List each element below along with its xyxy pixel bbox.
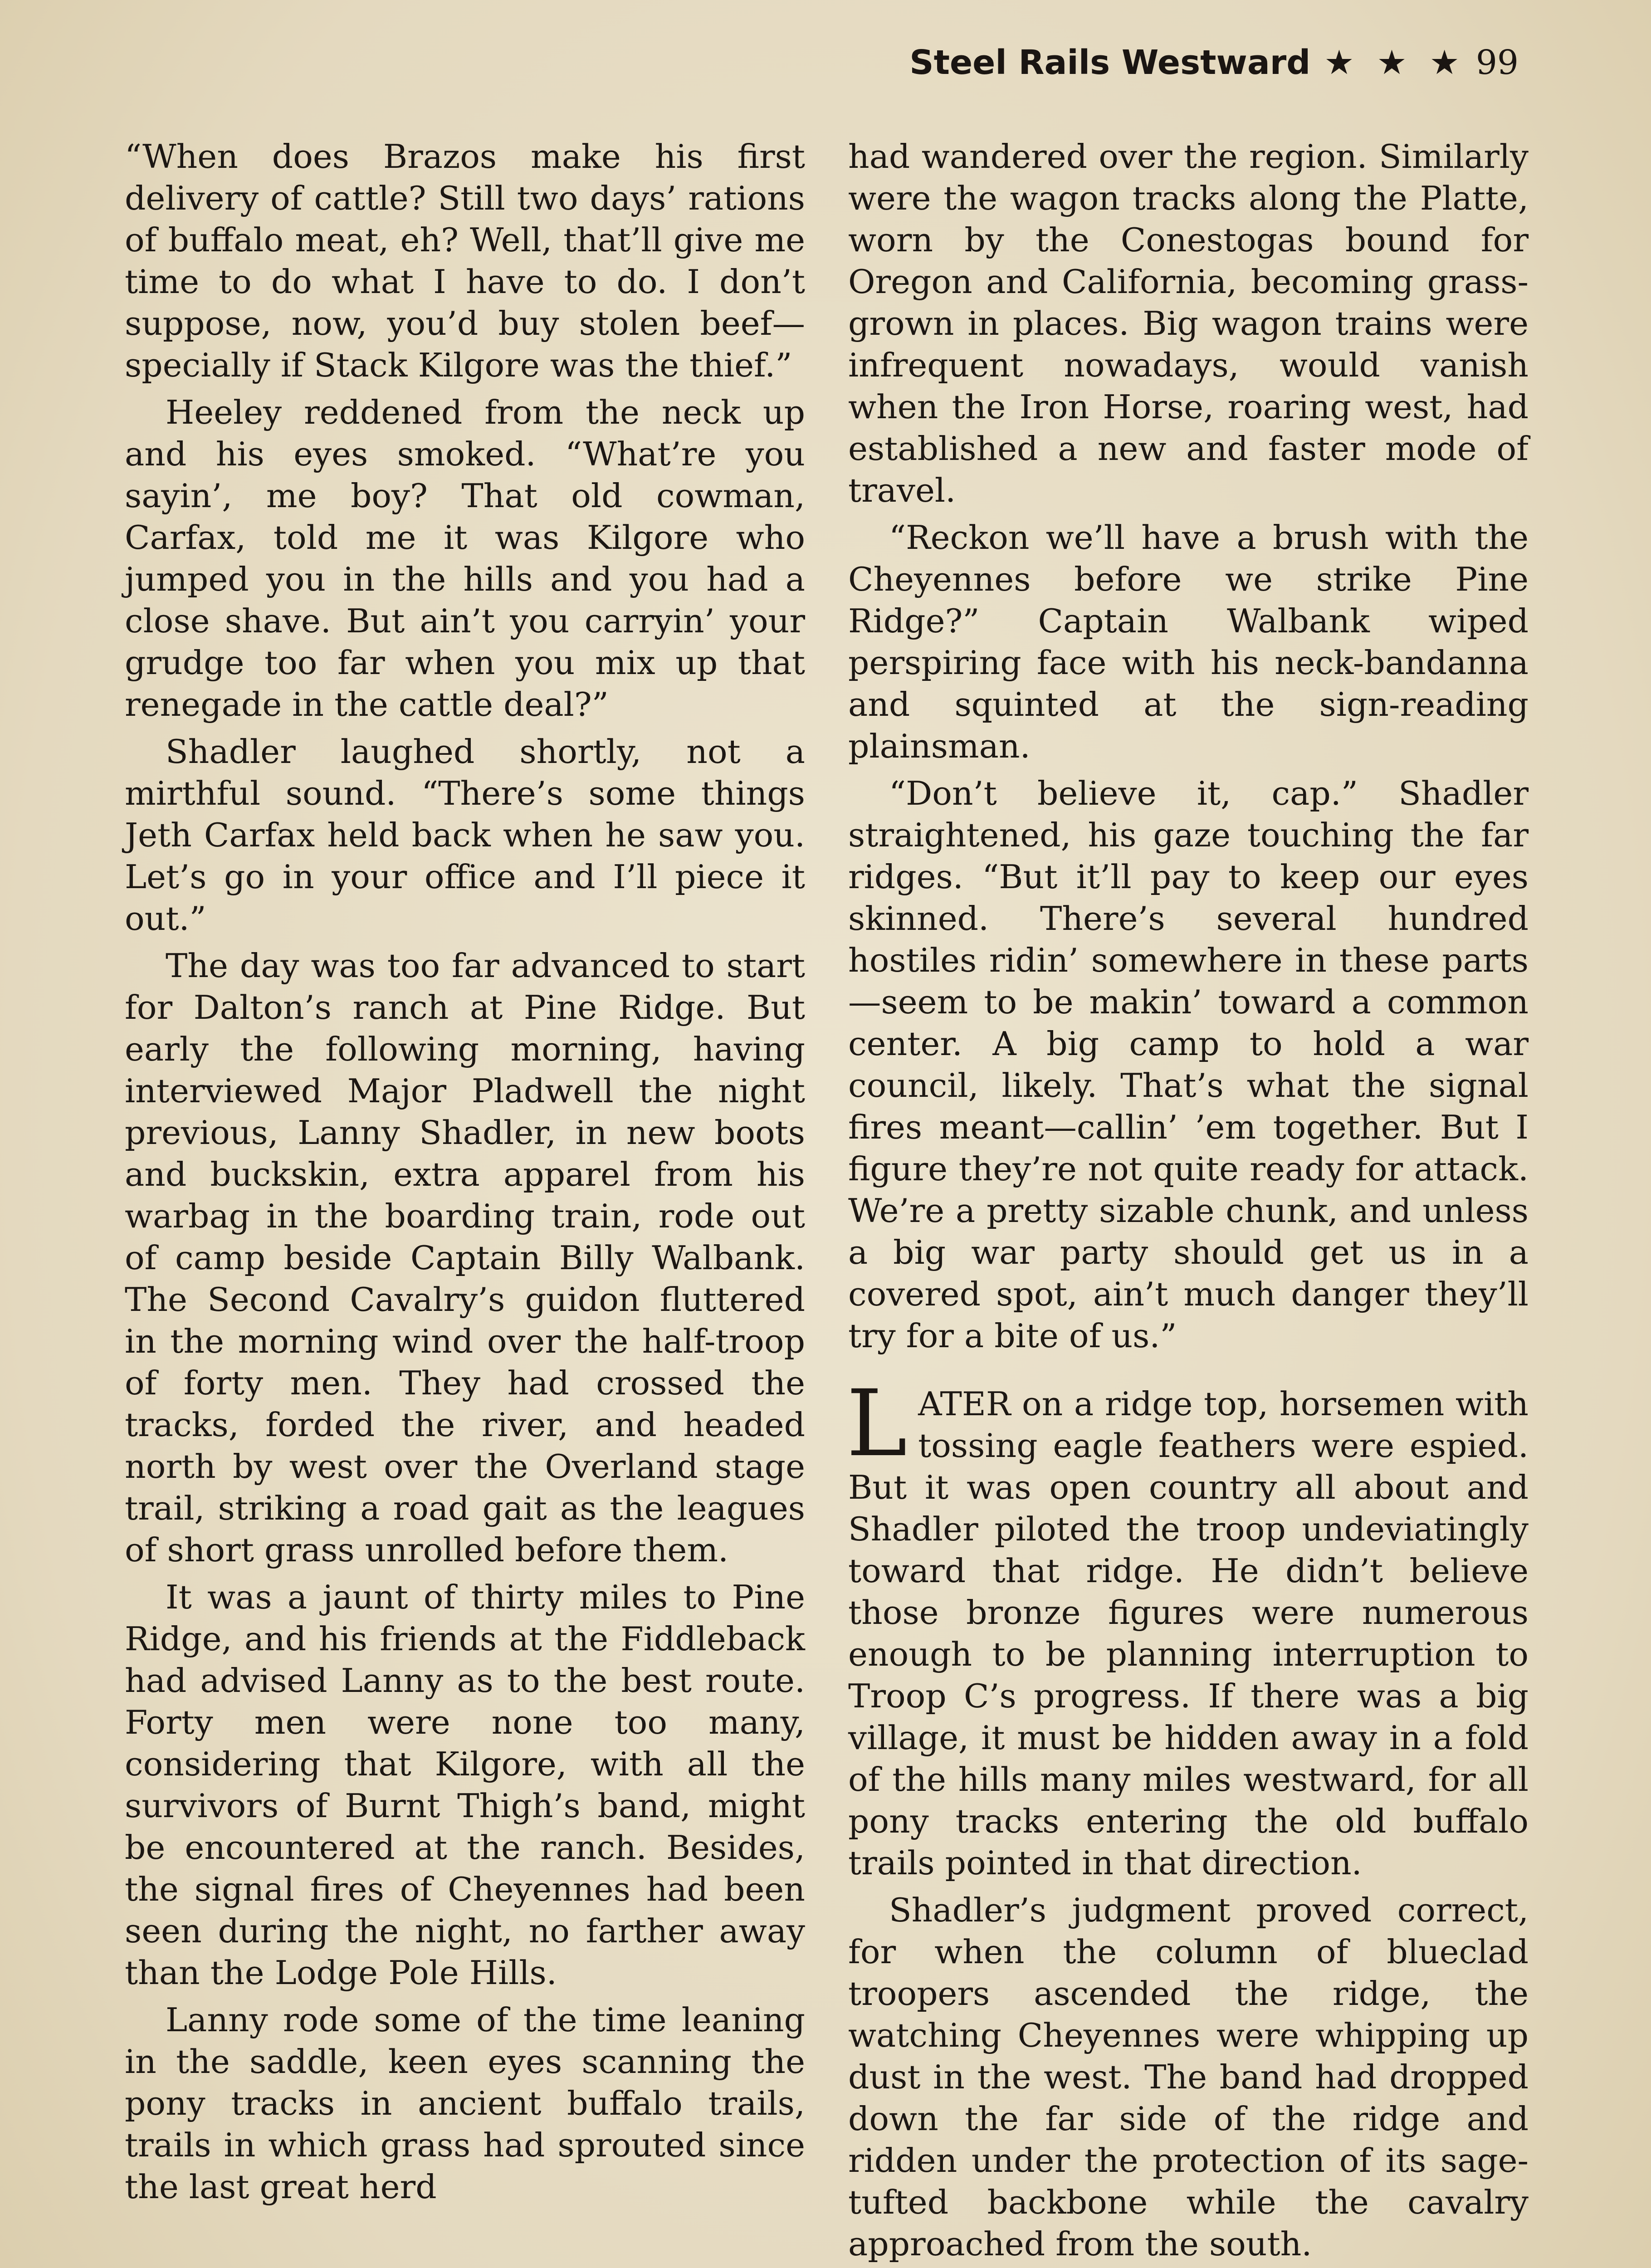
page-number: 99 (1475, 43, 1519, 82)
paragraph: Lanny rode some of the time leaning in the saddle, keen eyes scanning the pony tracks in ancient buffalo trails, trails in which grass had sprouted since the last great herd (125, 2001, 805, 2206)
paragraph: The day was too far advanced to start for Dalton’s ranch at Pine Ridge. But early the following morning, having interviewed Major Pladwell the night previous, Lanny Shadler, in new boots and buckskin, extra apparel from his warbag in the boarding train, rode out of camp beside Captain Billy Walbank. The Second Cavalry’s guidon fluttered in the morning wind over the half-troop of forty men. They had crossed the tracks, forded the river, and headed north by west over the Overland stage trail, striking a road gait as the leagues of short grass unrolled before them. (125, 947, 805, 1569)
paragraph-text: ATER on a ridge top, horsemen with tossing eagle feathers were espied. But it was open country all about and Shadler piloted the troop undeviatingly toward that ridge. He didn’t believe those bronze figures were numerous enough to be planning interruption to Troop C’s progress. If there was a big village, it must be hidden away in a fold of the hills many miles westward, for all pony tracks entering the old buffalo trails pointed in that direction. (848, 1385, 1529, 1882)
paragraph: had wandered over the region. Similarly were the wagon tracks along the Platte, worn by the Conestogas bound for Oregon and California, becoming grass-grown in places. Big wagon trains were infrequent nowadays, would vanish when the Iron Horse, roaring west, had established a new and faster mode of travel. (848, 138, 1529, 510)
right-text-column (848, 136, 1529, 2268)
running-header (0, 43, 1519, 82)
paragraph: Shadler laughed shortly, not a mirthful sound. “There’s some things Jeth Carfax held back when he saw you. Let’s go in your office and I’ll piece it out.” (125, 733, 805, 938)
paragraph: “Reckon we’ll have a brush with the Cheyennes before we strike Pine Ridge?” Captain Walbank wiped perspiring face with his neck-bandanna and squinted at the sign-reading plainsman. (848, 519, 1529, 766)
paragraph: It was a jaunt of thirty miles to Pine Ridge, and his friends at the Fiddleback had advised Lanny as to the best route. Forty men were none too many, considering that Kilgore, with all the survivors of Burnt Thigh’s band, might be encountered at the ranch. Besides, the signal fires of Cheyennes had been seen during the night, no farther away than the Lodge Pole Hills. (125, 1579, 805, 1992)
star-ornament-icon: ★ ★ ★ (1324, 43, 1465, 82)
drop-cap: L (846, 1370, 908, 1477)
paragraph: “Don’t believe it, cap.” Shadler straightened, his gaze touching the far ridges. “But it’ll pay to keep our eyes skinned. There’s several hundred hostiles ridin’ somewhere in these parts—seem to be makin’ toward a common center. A big camp to hold a war council, likely. That’s what the signal fires meant—callin’ ’em together. But I figure they’re not quite ready for attack. We’re a pretty sizable chunk, and unless a big war party should get us in a covered spot, ain’t much danger they’ll try for a bite of us.” (848, 775, 1529, 1355)
paragraph: Shadler’s judgment proved correct, for when the column of blueclad troopers ascended the ridge, the watching Cheyennes were whipping up dust in the west. The band had dropped down the far side of the ridge and ridden under the protection of its sage-tufted backbone while the cavalry approached from the south. (848, 1892, 1529, 2263)
left-text-column (125, 136, 805, 2214)
running-title: Steel Rails Westward (909, 43, 1311, 82)
paragraph: Heeley reddened from the neck up and his eyes smoked. “What’re you sayin’, me boy? That old cowman, Carfax, told me it was Kilgore who jumped you in the hills and you had a close shave. But ain’t you carryin’ your grudge too far when you mix up that renegade in the cattle deal?” (125, 394, 805, 724)
paragraph: “When does Brazos make his first delivery of cattle? Still two days’ rations of buffalo meat, eh? Well, that’ll give me time to do what I have to do. I don’t suppose, now, you’d buy stolen beef—specially if Stack Kilgore was the thief.” (125, 138, 805, 385)
section-opening-paragraph (846, 1370, 1529, 1884)
